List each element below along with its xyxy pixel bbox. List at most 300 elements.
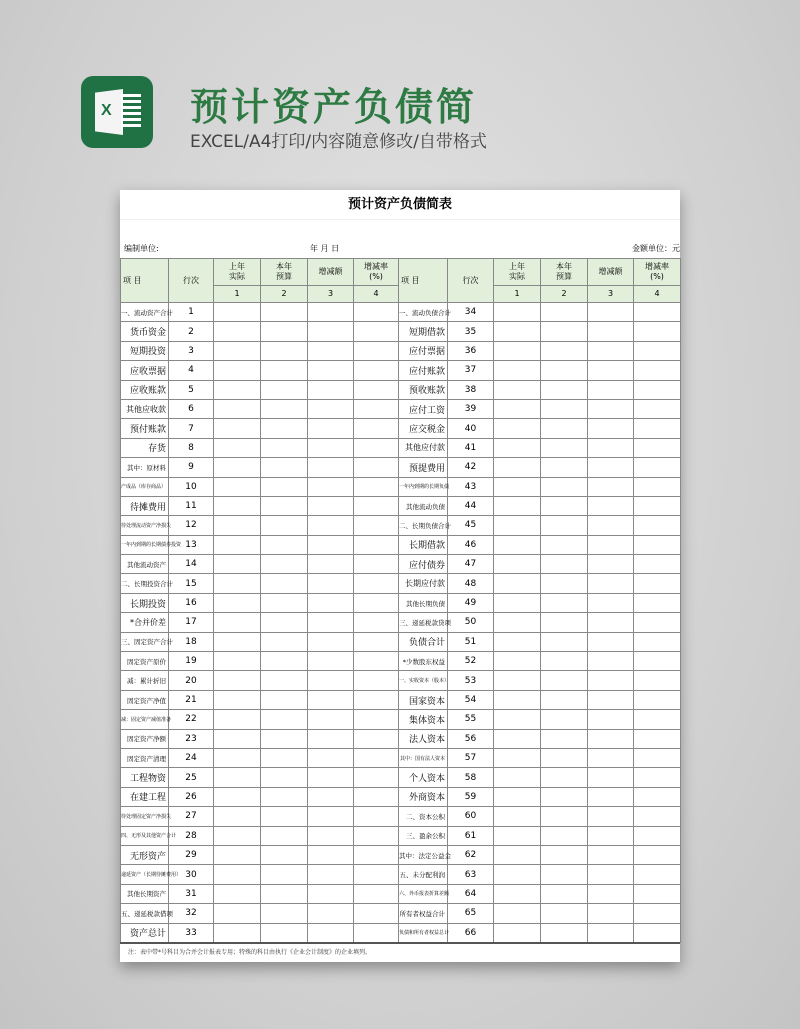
value-cell[interactable] xyxy=(214,710,261,729)
value-cell[interactable] xyxy=(261,710,308,729)
value-cell[interactable] xyxy=(588,613,634,632)
value-cell[interactable] xyxy=(541,884,588,903)
value-cell[interactable] xyxy=(494,477,541,496)
value-cell[interactable] xyxy=(494,652,541,671)
value-cell[interactable] xyxy=(354,884,399,903)
value-cell[interactable] xyxy=(588,458,634,477)
value-cell[interactable] xyxy=(261,748,308,767)
value-cell[interactable] xyxy=(354,341,399,360)
value-cell[interactable] xyxy=(354,826,399,845)
value-cell[interactable] xyxy=(261,671,308,690)
line-number: 13 xyxy=(169,535,214,554)
value-cell[interactable] xyxy=(214,826,261,845)
value-cell[interactable] xyxy=(588,341,634,360)
value-cell[interactable] xyxy=(308,458,354,477)
value-cell[interactable] xyxy=(308,574,354,593)
line-number: 19 xyxy=(169,652,214,671)
value-cell[interactable] xyxy=(494,399,541,418)
value-cell[interactable] xyxy=(214,768,261,787)
value-cell[interactable] xyxy=(308,768,354,787)
value-cell[interactable] xyxy=(588,438,634,457)
value-cell[interactable] xyxy=(634,787,681,806)
value-cell[interactable] xyxy=(634,748,681,767)
value-cell[interactable] xyxy=(354,477,399,496)
value-cell[interactable] xyxy=(494,438,541,457)
value-cell[interactable] xyxy=(588,535,634,554)
value-cell[interactable] xyxy=(541,923,588,942)
value-cell[interactable] xyxy=(261,555,308,574)
value-cell[interactable] xyxy=(588,419,634,438)
value-cell[interactable] xyxy=(494,729,541,748)
value-cell[interactable] xyxy=(261,322,308,341)
value-cell[interactable] xyxy=(541,768,588,787)
value-cell[interactable] xyxy=(588,322,634,341)
value-cell[interactable] xyxy=(494,593,541,612)
value-cell[interactable] xyxy=(308,322,354,341)
value-cell[interactable] xyxy=(541,322,588,341)
value-cell[interactable] xyxy=(214,690,261,709)
value-cell[interactable] xyxy=(494,787,541,806)
value-cell[interactable] xyxy=(588,632,634,651)
value-cell[interactable] xyxy=(494,865,541,884)
value-cell[interactable] xyxy=(261,768,308,787)
line-number: 7 xyxy=(169,419,214,438)
value-cell[interactable] xyxy=(308,748,354,767)
value-cell[interactable] xyxy=(261,516,308,535)
line-number: 31 xyxy=(169,884,214,903)
value-cell[interactable] xyxy=(308,729,354,748)
value-cell[interactable] xyxy=(588,710,634,729)
value-cell[interactable] xyxy=(308,477,354,496)
value-cell[interactable] xyxy=(634,341,681,360)
value-cell[interactable] xyxy=(634,710,681,729)
value-cell[interactable] xyxy=(354,690,399,709)
value-cell[interactable] xyxy=(634,574,681,593)
value-cell[interactable] xyxy=(588,904,634,923)
value-cell[interactable] xyxy=(354,807,399,826)
value-cell[interactable] xyxy=(541,748,588,767)
value-cell[interactable] xyxy=(494,574,541,593)
value-cell[interactable] xyxy=(308,923,354,942)
value-cell[interactable] xyxy=(588,380,634,399)
value-cell[interactable] xyxy=(354,438,399,457)
value-cell[interactable] xyxy=(541,438,588,457)
value-cell[interactable] xyxy=(494,303,541,322)
value-cell[interactable] xyxy=(308,380,354,399)
value-cell[interactable] xyxy=(261,477,308,496)
value-cell[interactable] xyxy=(634,593,681,612)
value-cell[interactable] xyxy=(494,807,541,826)
value-cell[interactable] xyxy=(261,303,308,322)
value-cell[interactable] xyxy=(541,904,588,923)
value-cell[interactable] xyxy=(214,574,261,593)
value-cell[interactable] xyxy=(308,341,354,360)
value-cell[interactable] xyxy=(634,380,681,399)
value-cell[interactable] xyxy=(541,555,588,574)
value-cell[interactable] xyxy=(634,419,681,438)
value-cell[interactable] xyxy=(308,690,354,709)
value-cell[interactable] xyxy=(261,807,308,826)
value-cell[interactable] xyxy=(588,787,634,806)
value-cell[interactable] xyxy=(214,380,261,399)
value-cell[interactable] xyxy=(354,652,399,671)
value-cell[interactable] xyxy=(308,807,354,826)
value-cell[interactable] xyxy=(494,671,541,690)
value-cell[interactable] xyxy=(308,826,354,845)
value-cell[interactable] xyxy=(494,380,541,399)
value-cell[interactable] xyxy=(261,496,308,515)
value-cell[interactable] xyxy=(214,555,261,574)
value-cell[interactable] xyxy=(214,341,261,360)
value-cell[interactable] xyxy=(588,477,634,496)
value-cell[interactable] xyxy=(588,729,634,748)
value-cell[interactable] xyxy=(634,477,681,496)
page-subtitle: EXCEL/A4打印/内容随意修改/自带格式 xyxy=(190,132,487,152)
value-cell[interactable] xyxy=(634,826,681,845)
value-cell[interactable] xyxy=(541,807,588,826)
value-cell[interactable] xyxy=(494,710,541,729)
line-number: 63 xyxy=(448,865,494,884)
value-cell[interactable] xyxy=(354,593,399,612)
value-cell[interactable] xyxy=(494,535,541,554)
value-cell[interactable] xyxy=(308,555,354,574)
value-cell[interactable] xyxy=(308,845,354,864)
value-cell[interactable] xyxy=(634,516,681,535)
value-cell[interactable] xyxy=(214,613,261,632)
value-cell[interactable] xyxy=(588,361,634,380)
value-cell[interactable] xyxy=(541,593,588,612)
value-cell[interactable] xyxy=(214,516,261,535)
value-cell[interactable] xyxy=(588,807,634,826)
value-cell[interactable] xyxy=(214,807,261,826)
value-cell[interactable] xyxy=(588,671,634,690)
value-cell[interactable] xyxy=(214,458,261,477)
value-cell[interactable] xyxy=(214,748,261,767)
value-cell[interactable] xyxy=(308,496,354,515)
value-cell[interactable] xyxy=(541,477,588,496)
value-cell[interactable] xyxy=(261,341,308,360)
spreadsheet-preview xyxy=(120,190,680,962)
value-cell[interactable] xyxy=(541,380,588,399)
value-cell[interactable] xyxy=(494,361,541,380)
value-cell[interactable] xyxy=(261,458,308,477)
line-number: 24 xyxy=(169,748,214,767)
value-cell[interactable] xyxy=(214,322,261,341)
item-label: 预提费用 xyxy=(399,458,448,477)
value-cell[interactable] xyxy=(494,458,541,477)
value-cell[interactable] xyxy=(634,632,681,651)
value-cell[interactable] xyxy=(354,399,399,418)
value-cell[interactable] xyxy=(261,399,308,418)
value-cell[interactable] xyxy=(541,574,588,593)
value-cell[interactable] xyxy=(308,787,354,806)
value-cell[interactable] xyxy=(494,768,541,787)
value-cell[interactable] xyxy=(214,787,261,806)
value-cell[interactable] xyxy=(634,923,681,942)
item-label: 国家资本 xyxy=(399,690,448,709)
value-cell[interactable] xyxy=(588,555,634,574)
value-cell[interactable] xyxy=(354,787,399,806)
value-cell[interactable] xyxy=(634,904,681,923)
value-cell[interactable] xyxy=(541,652,588,671)
value-cell[interactable] xyxy=(214,477,261,496)
value-cell[interactable] xyxy=(214,399,261,418)
value-cell[interactable] xyxy=(494,884,541,903)
value-cell[interactable] xyxy=(588,399,634,418)
value-cell[interactable] xyxy=(354,361,399,380)
value-cell[interactable] xyxy=(261,865,308,884)
value-cell[interactable] xyxy=(588,923,634,942)
value-cell[interactable] xyxy=(494,613,541,632)
value-cell[interactable] xyxy=(261,652,308,671)
line-number: 27 xyxy=(169,807,214,826)
value-cell[interactable] xyxy=(261,690,308,709)
value-cell[interactable] xyxy=(354,380,399,399)
value-cell[interactable] xyxy=(308,710,354,729)
value-cell[interactable] xyxy=(214,361,261,380)
value-cell[interactable] xyxy=(308,904,354,923)
value-cell[interactable] xyxy=(354,555,399,574)
value-cell[interactable] xyxy=(634,438,681,457)
value-cell[interactable] xyxy=(541,787,588,806)
value-cell[interactable] xyxy=(541,613,588,632)
item-label: 无形资产 xyxy=(121,845,169,864)
footnote: 注：表中带*号科目为合并会计报表专用；特殊的科目由执行《企业会计制度》的企业填列。 xyxy=(120,942,680,962)
value-cell[interactable] xyxy=(308,419,354,438)
value-cell[interactable] xyxy=(308,613,354,632)
value-cell[interactable] xyxy=(588,748,634,767)
value-cell[interactable] xyxy=(214,438,261,457)
value-cell[interactable] xyxy=(541,419,588,438)
value-cell[interactable] xyxy=(354,671,399,690)
value-cell[interactable] xyxy=(261,904,308,923)
line-number: 21 xyxy=(169,690,214,709)
value-cell[interactable] xyxy=(354,613,399,632)
value-cell[interactable] xyxy=(214,884,261,903)
value-cell[interactable] xyxy=(261,593,308,612)
value-cell[interactable] xyxy=(541,458,588,477)
value-cell[interactable] xyxy=(214,632,261,651)
value-cell[interactable] xyxy=(634,399,681,418)
value-cell[interactable] xyxy=(588,303,634,322)
value-cell[interactable] xyxy=(541,341,588,360)
value-cell[interactable] xyxy=(494,690,541,709)
value-cell[interactable] xyxy=(634,458,681,477)
value-cell[interactable] xyxy=(634,671,681,690)
value-cell[interactable] xyxy=(541,865,588,884)
value-cell[interactable] xyxy=(588,884,634,903)
item-label: 工程物资 xyxy=(121,768,169,787)
value-cell[interactable] xyxy=(354,904,399,923)
line-number: 6 xyxy=(169,399,214,418)
value-cell[interactable] xyxy=(634,361,681,380)
value-cell[interactable] xyxy=(588,496,634,515)
value-cell[interactable] xyxy=(494,322,541,341)
value-cell[interactable] xyxy=(354,303,399,322)
value-cell[interactable] xyxy=(588,652,634,671)
item-label: 应付票据 xyxy=(399,341,448,360)
value-cell[interactable] xyxy=(308,535,354,554)
value-cell[interactable] xyxy=(308,652,354,671)
value-cell[interactable] xyxy=(588,768,634,787)
value-cell[interactable] xyxy=(261,923,308,942)
value-cell[interactable] xyxy=(354,496,399,515)
value-cell[interactable] xyxy=(354,845,399,864)
value-cell[interactable] xyxy=(261,361,308,380)
value-cell[interactable] xyxy=(634,555,681,574)
value-cell[interactable] xyxy=(634,303,681,322)
value-cell[interactable] xyxy=(261,884,308,903)
value-cell[interactable] xyxy=(354,419,399,438)
value-cell[interactable] xyxy=(634,845,681,864)
value-cell[interactable] xyxy=(634,613,681,632)
line-number: 29 xyxy=(169,845,214,864)
value-cell[interactable] xyxy=(541,632,588,651)
value-cell[interactable] xyxy=(261,632,308,651)
value-cell[interactable] xyxy=(541,671,588,690)
table-row xyxy=(121,574,681,593)
value-cell[interactable] xyxy=(494,923,541,942)
line-number: 26 xyxy=(169,787,214,806)
value-cell[interactable] xyxy=(308,303,354,322)
value-cell[interactable] xyxy=(354,535,399,554)
value-cell[interactable] xyxy=(541,845,588,864)
value-cell[interactable] xyxy=(308,671,354,690)
value-cell[interactable] xyxy=(261,438,308,457)
line-number: 10 xyxy=(169,477,214,496)
value-cell[interactable] xyxy=(494,496,541,515)
value-cell[interactable] xyxy=(588,574,634,593)
value-cell[interactable] xyxy=(214,865,261,884)
value-cell[interactable] xyxy=(541,361,588,380)
value-cell[interactable] xyxy=(354,710,399,729)
value-cell[interactable] xyxy=(541,690,588,709)
item-label: 在建工程 xyxy=(121,787,169,806)
value-cell[interactable] xyxy=(354,322,399,341)
line-number: 55 xyxy=(448,710,494,729)
value-cell[interactable] xyxy=(634,496,681,515)
value-cell[interactable] xyxy=(354,748,399,767)
value-cell[interactable] xyxy=(541,710,588,729)
col-budget: 本年预算 xyxy=(541,259,588,286)
value-cell[interactable] xyxy=(261,729,308,748)
value-cell[interactable] xyxy=(214,496,261,515)
value-cell[interactable] xyxy=(354,458,399,477)
value-cell[interactable] xyxy=(541,516,588,535)
value-cell[interactable] xyxy=(261,535,308,554)
value-cell[interactable] xyxy=(214,419,261,438)
value-cell[interactable] xyxy=(261,826,308,845)
value-cell[interactable] xyxy=(588,593,634,612)
value-cell[interactable] xyxy=(308,399,354,418)
value-cell[interactable] xyxy=(588,516,634,535)
value-cell[interactable] xyxy=(634,322,681,341)
value-cell[interactable] xyxy=(634,652,681,671)
value-cell[interactable] xyxy=(354,632,399,651)
value-cell[interactable] xyxy=(494,341,541,360)
value-cell[interactable] xyxy=(494,826,541,845)
value-cell[interactable] xyxy=(541,399,588,418)
value-cell[interactable] xyxy=(494,748,541,767)
item-label: 存货 xyxy=(121,438,169,457)
line-number: 22 xyxy=(169,710,214,729)
value-cell[interactable] xyxy=(634,729,681,748)
value-cell[interactable] xyxy=(634,884,681,903)
value-cell[interactable] xyxy=(308,865,354,884)
item-label: 其他应付款 xyxy=(399,438,448,457)
value-cell[interactable] xyxy=(634,690,681,709)
value-cell[interactable] xyxy=(214,303,261,322)
value-cell[interactable] xyxy=(214,535,261,554)
value-cell[interactable] xyxy=(494,904,541,923)
value-cell[interactable] xyxy=(308,438,354,457)
item-label: 固定资产净值 xyxy=(121,690,169,709)
table-row xyxy=(121,535,681,554)
item-label: 法人资本 xyxy=(399,729,448,748)
value-cell[interactable] xyxy=(494,516,541,535)
value-cell[interactable] xyxy=(494,419,541,438)
value-cell[interactable] xyxy=(308,516,354,535)
value-cell[interactable] xyxy=(541,729,588,748)
value-cell[interactable] xyxy=(634,768,681,787)
item-label: 六、外币报表折算差额 xyxy=(399,884,448,903)
value-cell[interactable] xyxy=(354,768,399,787)
value-cell[interactable] xyxy=(354,516,399,535)
value-cell[interactable] xyxy=(541,826,588,845)
value-cell[interactable] xyxy=(354,865,399,884)
value-cell[interactable] xyxy=(634,807,681,826)
value-cell[interactable] xyxy=(494,555,541,574)
value-cell[interactable] xyxy=(308,884,354,903)
value-cell[interactable] xyxy=(261,574,308,593)
value-cell[interactable] xyxy=(261,845,308,864)
line-number: 43 xyxy=(448,477,494,496)
value-cell[interactable] xyxy=(354,729,399,748)
value-cell[interactable] xyxy=(214,652,261,671)
value-cell[interactable] xyxy=(588,845,634,864)
value-cell[interactable] xyxy=(494,632,541,651)
value-cell[interactable] xyxy=(214,923,261,942)
value-cell[interactable] xyxy=(588,826,634,845)
item-label: 二、长期负债合计 xyxy=(399,516,448,535)
value-cell[interactable] xyxy=(634,865,681,884)
table-row xyxy=(121,923,681,942)
value-cell[interactable] xyxy=(214,729,261,748)
value-cell[interactable] xyxy=(541,303,588,322)
value-cell[interactable] xyxy=(214,671,261,690)
value-cell[interactable] xyxy=(261,613,308,632)
value-cell[interactable] xyxy=(214,845,261,864)
value-cell[interactable] xyxy=(261,787,308,806)
table-row xyxy=(121,341,681,360)
value-cell[interactable] xyxy=(214,904,261,923)
value-cell[interactable] xyxy=(261,380,308,399)
value-cell[interactable] xyxy=(541,535,588,554)
value-cell[interactable] xyxy=(494,845,541,864)
value-cell[interactable] xyxy=(634,535,681,554)
value-cell[interactable] xyxy=(588,690,634,709)
value-cell[interactable] xyxy=(214,593,261,612)
value-cell[interactable] xyxy=(261,419,308,438)
value-cell[interactable] xyxy=(354,923,399,942)
value-cell[interactable] xyxy=(354,574,399,593)
value-cell[interactable] xyxy=(308,361,354,380)
table-row xyxy=(121,419,681,438)
value-cell[interactable] xyxy=(308,632,354,651)
value-cell[interactable] xyxy=(588,865,634,884)
value-cell[interactable] xyxy=(541,496,588,515)
value-cell[interactable] xyxy=(308,593,354,612)
